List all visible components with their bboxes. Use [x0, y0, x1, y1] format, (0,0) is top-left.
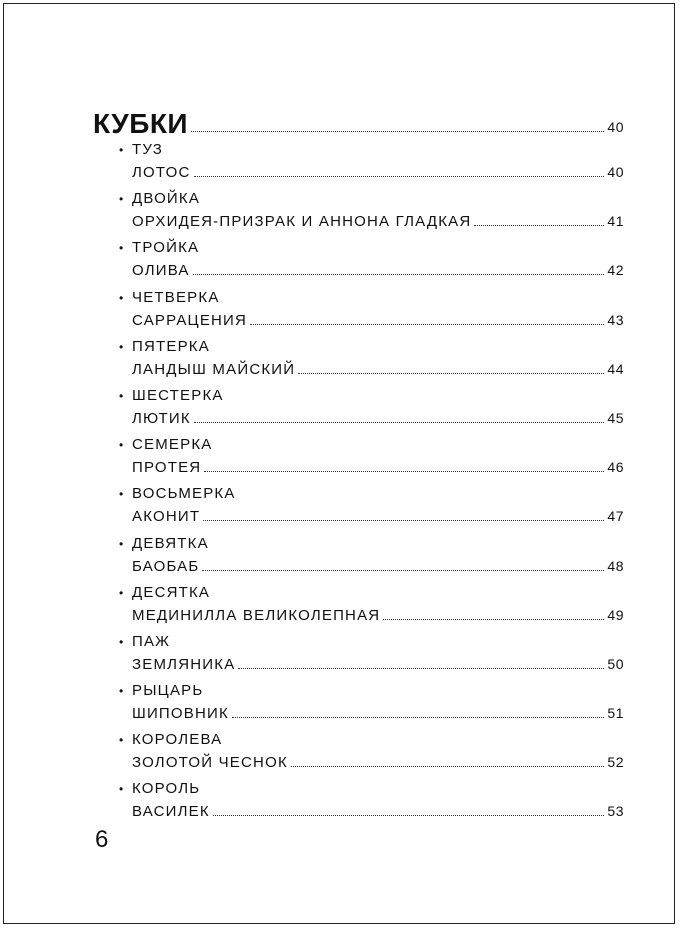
plant-row: [119, 703, 624, 723]
entry-page-number: 50: [607, 655, 624, 672]
entry-page-number: 40: [607, 164, 624, 180]
plant-name: ЛЮТИК: [132, 409, 191, 427]
card-row: [119, 435, 624, 455]
plant-name: БАОБАБ: [132, 557, 200, 575]
bullet-icon: •: [119, 634, 124, 649]
plant-name: ЛАНДЫШ МАЙСКИЙ: [132, 360, 296, 378]
toc-entry: [119, 779, 624, 828]
toc-entry: [119, 681, 624, 730]
entry-page-number: 44: [607, 360, 624, 377]
entry-page-number: 53: [607, 803, 624, 820]
card-name: ДВОЙКА: [132, 190, 201, 208]
section-page-number: 40: [607, 119, 624, 135]
plant-row: [119, 506, 624, 526]
plant-name: САРРАЦЕНИЯ: [132, 311, 248, 329]
plant-row: [119, 457, 624, 477]
card-row: [119, 583, 624, 603]
toc-entry: [119, 632, 624, 681]
dot-leader: [194, 422, 605, 423]
plant-name: АКОНИТ: [132, 508, 201, 526]
entry-page-number: 47: [607, 508, 624, 525]
plant-name: ШИПОВНИК: [132, 705, 229, 723]
entry-page-number: 49: [607, 606, 624, 623]
toc-entry: [119, 140, 624, 189]
plant-row: [119, 359, 624, 379]
dot-leader: [193, 274, 605, 275]
card-name: ШЕСТЕРКА: [132, 386, 224, 404]
bullet-icon: •: [119, 585, 124, 600]
plant-name: ОРХИДЕЯ-ПРИЗРАК И АННОНА ГЛАДКАЯ: [132, 213, 472, 231]
toc-entry: [119, 238, 624, 287]
bullet-icon: •: [119, 241, 124, 256]
bullet-icon: •: [119, 487, 124, 502]
card-name: ВОСЬМЕРКА: [132, 485, 236, 503]
card-row: [119, 386, 624, 406]
card-row: [119, 140, 624, 160]
bullet-icon: •: [119, 782, 124, 797]
dot-leader: [298, 373, 604, 374]
dot-leader: [203, 520, 604, 521]
section-heading: [93, 108, 624, 138]
plant-row: [119, 556, 624, 576]
entry-page-number: 45: [607, 409, 624, 426]
plant-name: ЛОТОС: [132, 164, 191, 181]
card-name: ДЕВЯТКА: [132, 534, 209, 552]
card-name: ЧЕТВЕРКА: [132, 288, 220, 306]
toc-entry: [119, 583, 624, 632]
plant-name: ВАСИЛЕК: [132, 803, 210, 821]
card-row: [119, 681, 624, 701]
entry-page-number: 52: [607, 754, 624, 771]
dot-leader: [213, 815, 605, 816]
card-row: [119, 238, 624, 258]
card-row: [119, 632, 624, 652]
toc-entries: [119, 140, 624, 829]
card-name: ПАЖ: [132, 632, 171, 650]
bullet-icon: •: [119, 438, 124, 453]
dot-leader: [232, 717, 604, 718]
entry-page-number: 46: [607, 459, 624, 476]
toc-entry: [119, 337, 624, 386]
bullet-icon: •: [119, 684, 124, 699]
plant-name: ЗОЛОТОЙ ЧЕСНОК: [132, 754, 288, 772]
plant-name: ОЛИВА: [132, 262, 190, 280]
entry-page-number: 43: [607, 311, 624, 328]
dot-leader: [204, 471, 604, 472]
dot-leader: [474, 225, 604, 226]
bullet-icon: •: [119, 192, 124, 207]
toc-entry: [119, 730, 624, 779]
plant-row: [119, 260, 624, 280]
bullet-icon: •: [119, 536, 124, 551]
entry-page-number: 42: [607, 262, 624, 279]
plant-row: [119, 310, 624, 330]
dot-leader: [250, 324, 604, 325]
card-row: [119, 288, 624, 308]
bullet-icon: •: [119, 733, 124, 748]
dot-leader: [202, 570, 604, 571]
entry-page-number: 51: [607, 705, 624, 722]
plant-name: ПРОТЕЯ: [132, 459, 202, 477]
toc-entry: [119, 386, 624, 435]
plant-row: [119, 162, 624, 182]
plant-row: [119, 654, 624, 674]
entry-page-number: 41: [607, 213, 624, 230]
card-row: [119, 779, 624, 799]
card-name: СЕМЕРКА: [132, 436, 213, 454]
card-name: ТУЗ: [132, 141, 164, 158]
card-name: РЫЦАРЬ: [132, 682, 204, 700]
toc-entry: [119, 534, 624, 583]
plant-name: МЕДИНИЛЛА ВЕЛИКОЛЕПНАЯ: [132, 606, 381, 624]
toc-entry: [119, 435, 624, 484]
card-name: ТРОЙКА: [132, 239, 200, 257]
card-row: [119, 337, 624, 357]
dot-leader: [191, 131, 604, 132]
card-row: [119, 730, 624, 750]
plant-name: ЗЕМЛЯНИКА: [132, 655, 236, 673]
dot-leader: [291, 766, 605, 767]
plant-row: [119, 605, 624, 625]
toc-entry: [119, 189, 624, 238]
dot-leader: [383, 619, 604, 620]
bullet-icon: •: [119, 143, 124, 157]
plant-row: [119, 211, 624, 231]
bullet-icon: •: [119, 339, 124, 354]
card-row: [119, 534, 624, 554]
toc-entry: [119, 484, 624, 533]
plant-row: [119, 752, 624, 772]
card-row: [119, 484, 624, 504]
plant-row: [119, 801, 624, 821]
card-row: [119, 189, 624, 209]
card-name: ПЯТЕРКА: [132, 337, 210, 355]
page-number: 6: [95, 826, 109, 853]
entry-page-number: 48: [607, 557, 624, 574]
bullet-icon: •: [119, 290, 124, 305]
bullet-icon: •: [119, 388, 124, 403]
dot-leader: [238, 668, 604, 669]
card-name: ДЕСЯТКА: [132, 583, 211, 601]
toc-entry: [119, 288, 624, 337]
card-name: КОРОЛЬ: [132, 780, 201, 798]
dot-leader: [194, 176, 605, 177]
plant-row: [119, 408, 624, 428]
card-name: КОРОЛЕВА: [132, 731, 223, 749]
section-title: КУБКИ: [93, 108, 189, 139]
